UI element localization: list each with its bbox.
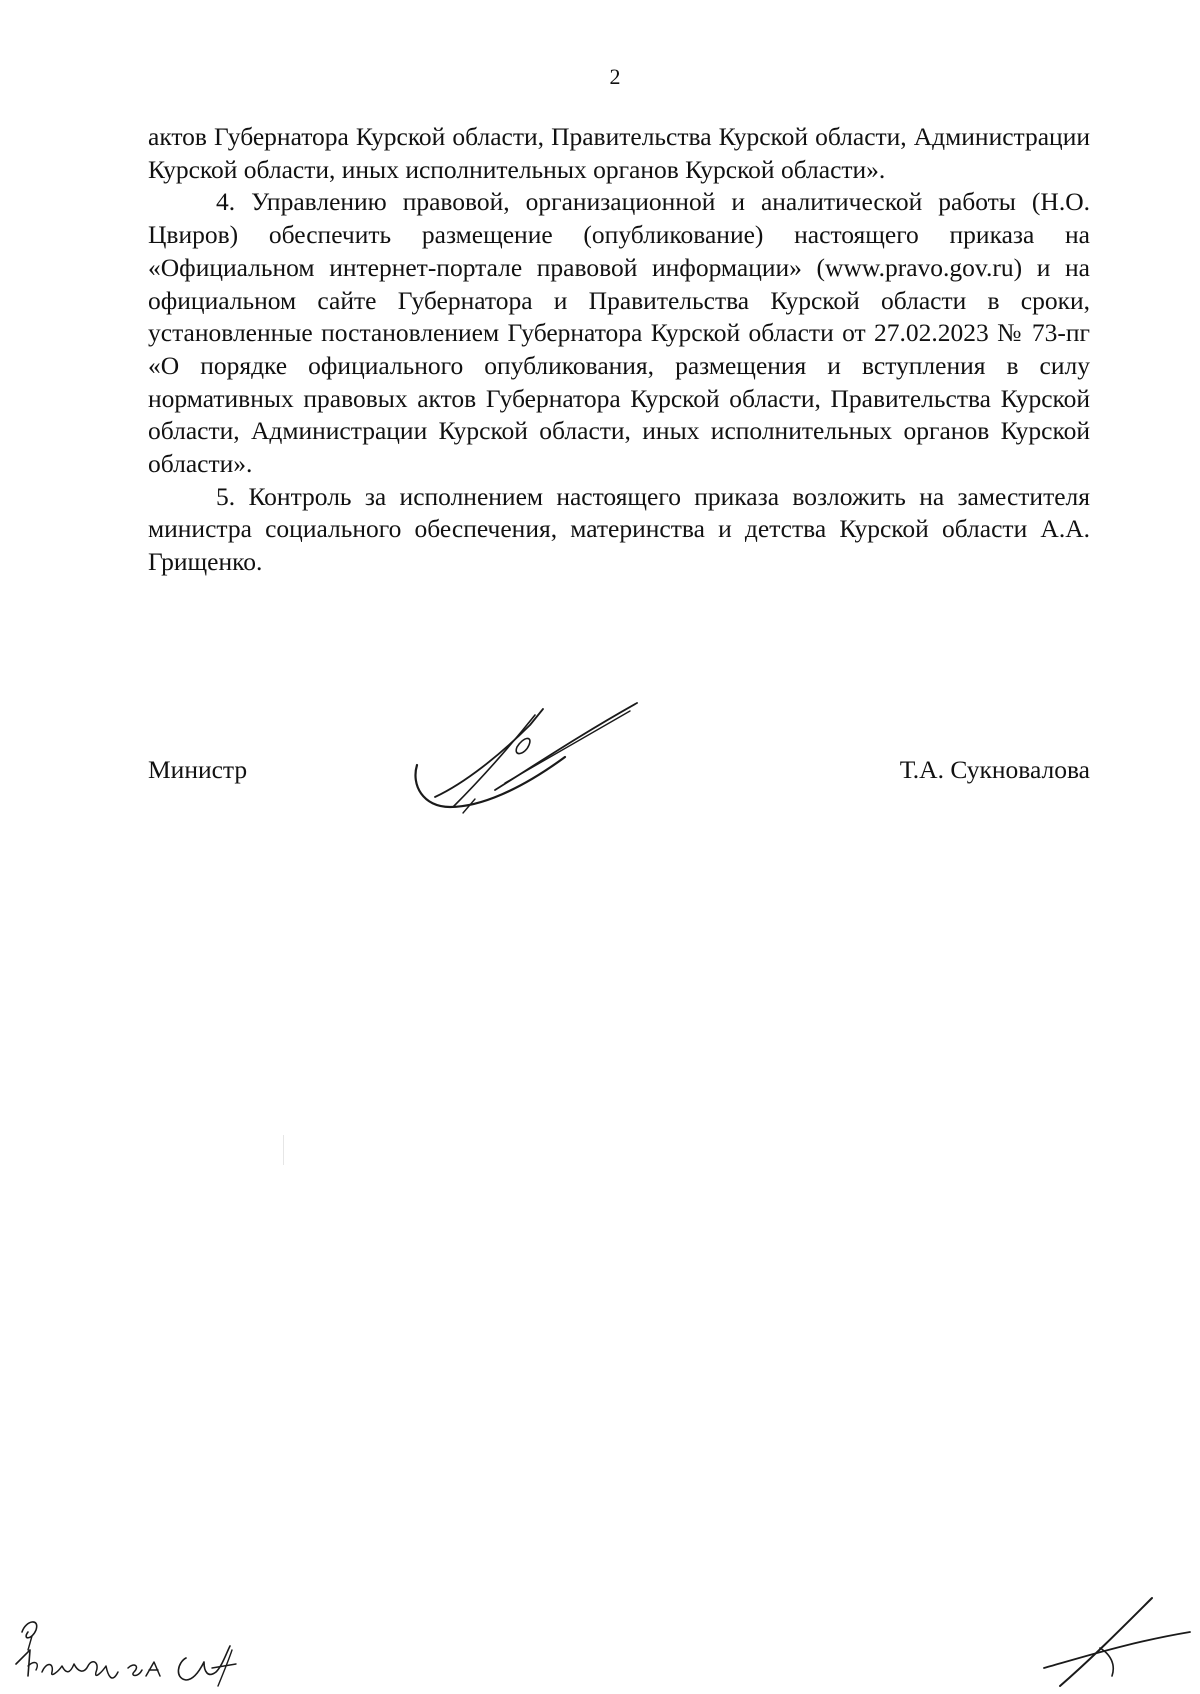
paragraph-item-4: 4. Управлению правовой, организационной и аналитической работы (Н.О. Цвиров) обеспечить размещение (опубликование) настоящего приказа на «Официальном интернет-портале правовой информации» (www.pravo.gov.ru) и на официальном сайте Губернатора и Правительства Курской области в сроки, установленные постановлением Губернатора Курской области от 27.02.2023 № 73-пг «О порядке официального опубликования, размещения и вступления в силу нормативных правовых актов Губернатора Курской области, Правительства Курской области, Администрации Курской области, иных исполнительных органов Курской области». [148,187,1090,479]
signer-position: Министр [148,755,248,784]
scan-artifact [283,1135,284,1165]
handwritten-note-image [8,1606,248,1690]
signature-block [148,754,1090,794]
document-body [148,121,1090,579]
paragraph-item-5: 5. Контроль за исполнением настоящего приказа возложить на заместителя министра социального обеспечения, материнства и детства Курской области А.А. Грищенко. [148,481,1090,577]
page-number: 2 [609,64,621,89]
signer-name: Т.А. Сукновалова [899,755,1090,784]
initials-mark-image [1040,1590,1200,1694]
paragraph-continuation: актов Губернатора Курской области, Правительства Курской области, Администрации Курской области, иных исполнительных органов Курской области». [148,122,1090,184]
